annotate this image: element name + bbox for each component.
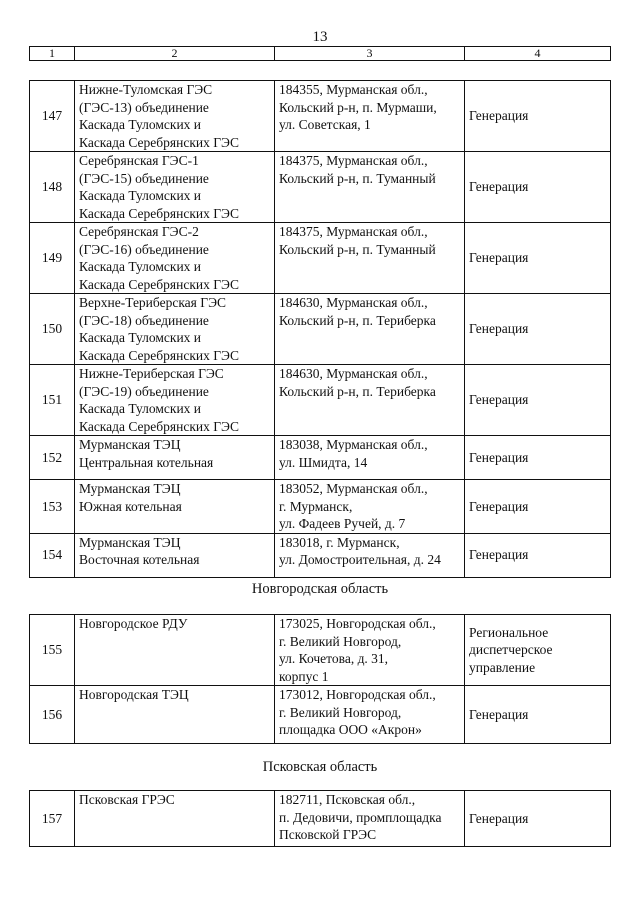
facility-name-line: Восточная котельная: [79, 552, 200, 567]
activity-type-line: Генерация: [469, 449, 529, 465]
activity-type-line: Генерация: [469, 706, 529, 722]
row-number: 153: [30, 480, 75, 534]
facility-name-line: Каскада Серебрянских ГЭС: [79, 347, 239, 363]
facility-name-line: Мурманская ТЭЦ: [79, 437, 181, 452]
address-line: г. Мурманск,: [279, 498, 353, 514]
table-body: [30, 81, 611, 578]
facility-name-line: Нижне-Туломская ГЭС: [79, 82, 213, 97]
activity-type-line: Генерация: [469, 321, 529, 337]
activity-type-line: Генерация: [469, 108, 529, 124]
column-header-row: [30, 47, 611, 61]
activity-type-cell: [465, 81, 611, 152]
address-line: 184375, Мурманская обл.,: [279, 153, 428, 168]
facility-name-line: Каскада Серебрянских ГЭС: [79, 205, 239, 221]
column-header: 4: [465, 47, 611, 61]
activity-type-line: Региональное: [469, 624, 549, 640]
activity-type-cell: [465, 436, 611, 480]
facility-name-cell: [75, 480, 275, 534]
facility-name-line: Каскада Серебрянских ГЭС: [79, 134, 239, 150]
address-line: корпус 1: [279, 668, 329, 684]
facility-name-line: (ГЭС-18) объединение: [79, 312, 209, 328]
facility-name-line: (ГЭС-13) объединение: [79, 99, 209, 115]
table-row: [30, 533, 611, 577]
address-cell: [275, 615, 465, 686]
address-line: 184375, Мурманская обл.,: [279, 224, 428, 239]
table-body: [30, 615, 611, 744]
facility-name-line: Мурманская ТЭЦ: [79, 481, 181, 496]
row-number: 151: [30, 365, 75, 436]
column-header-table: [29, 46, 611, 61]
facility-name-line: Каскада Серебрянских ГЭС: [79, 418, 239, 434]
facility-name-cell: [75, 615, 275, 686]
row-number: 147: [30, 81, 75, 152]
facility-name-cell: [75, 436, 275, 480]
activity-type-cell: [465, 480, 611, 534]
facility-name-cell: [75, 365, 275, 436]
address-cell: [275, 365, 465, 436]
facility-name-cell: [75, 81, 275, 152]
activity-type-line: Генерация: [469, 547, 529, 563]
facility-name-line: Южная котельная: [79, 498, 182, 514]
facility-name-line: Псковская ГРЭС: [79, 792, 175, 807]
address-line: Кольский р-н, п. Туманный: [279, 170, 436, 186]
facility-name-line: Каскада Туломских и: [79, 117, 202, 132]
facility-name-cell: [75, 533, 275, 577]
table-row: [30, 615, 611, 686]
address-cell: [275, 294, 465, 365]
address-line: Псковской ГРЭС: [279, 827, 377, 842]
activity-type-cell: [465, 365, 611, 436]
address-line: Кольский р-н, п. Териберка: [279, 312, 436, 328]
facility-name-line: Новгородское РДУ: [79, 616, 188, 631]
table-row: [30, 223, 611, 294]
address-line: площадка ООО «Акрон»: [279, 722, 422, 737]
region-title: Псковская область: [262, 759, 378, 775]
facility-name-line: Центральная котельная: [79, 454, 214, 470]
table-row: [30, 365, 611, 436]
facility-name-cell: [75, 294, 275, 365]
address-line: Кольский р-н, п. Туманный: [279, 241, 436, 257]
address-cell: [275, 686, 465, 744]
column-header: 3: [275, 47, 465, 61]
table-row: [30, 81, 611, 152]
facility-name-line: Верхне-Териберская ГЭС: [79, 295, 226, 310]
address-line: 183038, Мурманская обл.,: [279, 437, 428, 452]
address-line: ул. Домостроительная, д. 24: [279, 552, 441, 567]
column-header: 1: [30, 47, 75, 61]
facility-name-line: Новгородская ТЭЦ: [79, 687, 189, 702]
facility-name-line: (ГЭС-19) объединение: [79, 383, 209, 399]
table-row: [30, 480, 611, 534]
table-row: [30, 686, 611, 744]
row-number: 148: [30, 152, 75, 223]
facility-name-line: Каскада Туломских и: [79, 259, 202, 274]
facility-name-cell: [75, 791, 275, 847]
row-number: 157: [30, 791, 75, 847]
address-line: Кольский р-н, п. Мурмаши,: [279, 99, 437, 115]
facility-name-cell: [75, 686, 275, 744]
table-body: [30, 791, 611, 847]
activity-type-cell: [465, 533, 611, 577]
facility-name-line: Серебрянская ГЭС-2: [79, 224, 199, 239]
address-line: Кольский р-н, п. Териберка: [279, 383, 436, 399]
address-line: 184355, Мурманская обл.,: [279, 82, 428, 97]
page-number: 13: [312, 29, 328, 45]
address-cell: [275, 791, 465, 847]
address-line: ул. Кочетова, д. 31,: [279, 651, 389, 666]
facilities-table: [29, 614, 611, 744]
table-row: [30, 436, 611, 480]
activity-type-line: Генерация: [469, 250, 529, 266]
row-number: 149: [30, 223, 75, 294]
row-number: 150: [30, 294, 75, 365]
address-line: г. Великий Новгород,: [279, 633, 402, 649]
facility-name-line: Серебрянская ГЭС-1: [79, 153, 199, 168]
facility-name-line: Мурманская ТЭЦ: [79, 534, 181, 550]
address-line: 173012, Новгородская обл.,: [279, 687, 436, 702]
row-number: 154: [30, 533, 75, 577]
activity-type-cell: [465, 686, 611, 744]
activity-type-line: Генерация: [469, 498, 529, 514]
facility-name-line: Каскада Туломских и: [79, 330, 202, 345]
row-number: 152: [30, 436, 75, 480]
facility-name-line: Каскада Туломских и: [79, 401, 202, 416]
facilities-table: [29, 790, 611, 847]
address-line: г. Великий Новгород,: [279, 704, 402, 720]
facility-name-cell: [75, 152, 275, 223]
activity-type-line: диспетчерское: [469, 642, 553, 658]
row-number: 156: [30, 686, 75, 744]
address-line: ул. Фадеев Ручей, д. 7: [279, 516, 406, 531]
activity-type-cell: [465, 152, 611, 223]
address-line: 184630, Мурманская обл.,: [279, 366, 428, 381]
row-number: 155: [30, 615, 75, 686]
address-cell: [275, 480, 465, 534]
address-line: 184630, Мурманская обл.,: [279, 295, 428, 310]
table-row: [30, 152, 611, 223]
facilities-table: [29, 80, 611, 578]
activity-type-line: Генерация: [469, 392, 529, 408]
address-line: ул. Советская, 1: [279, 117, 371, 132]
address-cell: [275, 436, 465, 480]
address-line: 183052, Мурманская обл.,: [279, 481, 428, 496]
facility-name-line: (ГЭС-15) объединение: [79, 170, 209, 186]
activity-type-line: Генерация: [469, 179, 529, 195]
activity-type-cell: [465, 791, 611, 847]
activity-type-line: Генерация: [469, 810, 529, 826]
facility-name-line: Нижне-Териберская ГЭС: [79, 366, 224, 381]
activity-type-cell: [465, 223, 611, 294]
facility-name-cell: [75, 223, 275, 294]
facility-name-line: Каскада Туломских и: [79, 188, 202, 203]
table-row: [30, 294, 611, 365]
activity-type-cell: [465, 615, 611, 686]
table-row: [30, 791, 611, 847]
address-cell: [275, 81, 465, 152]
address-cell: [275, 533, 465, 577]
address-cell: [275, 223, 465, 294]
address-line: п. Дедовичи, промплощадка: [279, 809, 442, 825]
facility-name-line: (ГЭС-16) объединение: [79, 241, 209, 257]
address-line: 182711, Псковская обл.,: [279, 792, 416, 807]
column-header: 2: [75, 47, 275, 61]
address-line: 183018, г. Мурманск,: [279, 534, 400, 550]
facility-name-line: Каскада Серебрянских ГЭС: [79, 276, 239, 292]
region-title: Новгородская область: [251, 581, 389, 597]
activity-type-line: управление: [469, 659, 536, 675]
address-line: 173025, Новгородская обл.,: [279, 616, 436, 631]
activity-type-cell: [465, 294, 611, 365]
address-cell: [275, 152, 465, 223]
address-line: ул. Шмидта, 14: [279, 454, 368, 470]
